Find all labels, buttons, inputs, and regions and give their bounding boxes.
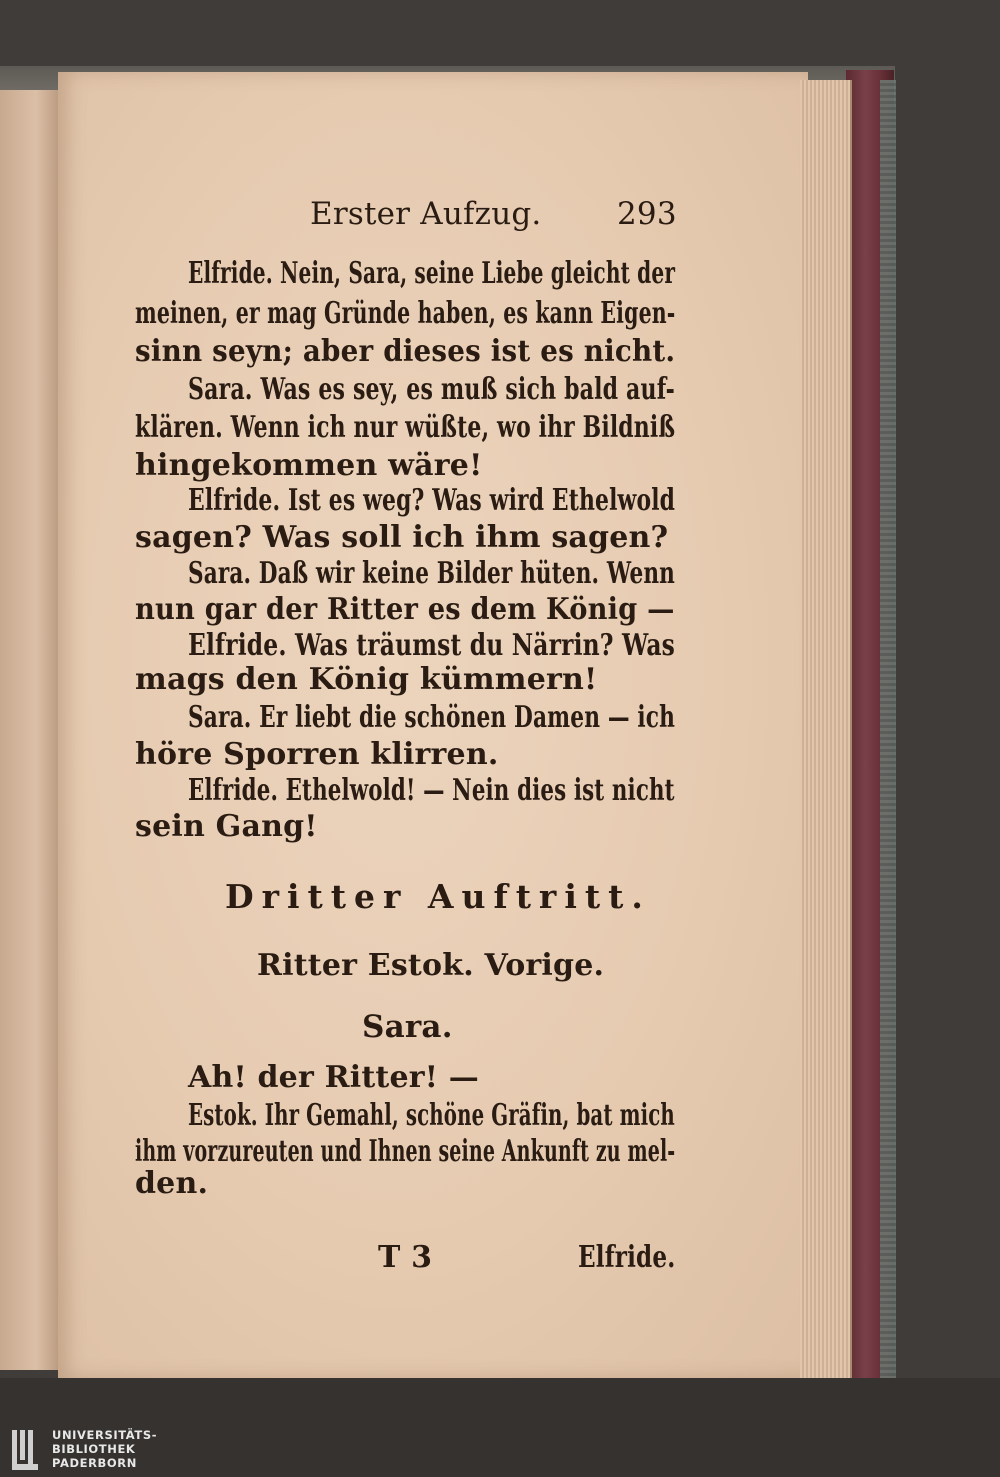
library-logo-text <box>52 1428 157 1470</box>
running-title: Erster Aufzug. <box>310 196 542 232</box>
text-line: sinn seyn; aber dieses ist es nicht. <box>135 334 676 369</box>
text-line: Elfride. Ist es weg? Was wird Ethelwold <box>188 483 676 518</box>
library-logo-mark-icon <box>12 1430 38 1470</box>
catchword: Elfride. <box>578 1240 676 1275</box>
text-line: meinen, er mag Gründe haben, es kann Eigen- <box>135 296 676 331</box>
text-line: Sara. Er liebt die schönen Damen — ich <box>188 700 676 735</box>
text-line: sein Gang! <box>135 809 318 844</box>
scene-heading: Dritter Auftritt. <box>225 877 651 916</box>
text-line: den. <box>135 1166 209 1201</box>
text-line: nun gar der Ritter es dem König — <box>135 592 675 627</box>
text-line: sagen? Was soll ich ihm sagen? <box>135 520 669 555</box>
text-line: Elfride. Ethelwold! — Nein dies ist nicht <box>188 773 675 808</box>
text-line: Elfride. Was träumst du Närrin? Was <box>188 628 676 663</box>
text-line: Sara. Daß wir keine Bilder hüten. Wenn <box>188 556 675 591</box>
page-number: 293 <box>617 196 677 232</box>
text-line: mags den König kümmern! <box>135 662 598 697</box>
text-line: Ah! der Ritter! — <box>188 1060 479 1095</box>
text-line: hingekommen wäre! <box>135 448 483 483</box>
library-logo-line: PADERBORN <box>52 1456 137 1470</box>
signature-mark: T 3 <box>378 1240 433 1275</box>
text-line: ihm vorzureuten und Ihnen seine Ankunft zu mel- <box>135 1134 676 1169</box>
text-line: Sara. Was es sey, es muß sich bald auf- <box>188 372 675 407</box>
text-line: höre Sporren klirren. <box>135 737 499 772</box>
characters-line: Ritter Estok. Vorige. <box>257 948 605 983</box>
speaker-heading: Sara. <box>362 1009 453 1045</box>
text-line: klären. Wenn ich nur wüßte, wo ihr Bildniß <box>135 410 676 445</box>
library-logo <box>12 1428 212 1472</box>
text-line: Estok. Ihr Gemahl, schöne Gräfin, bat mich <box>188 1098 675 1133</box>
library-logo-line: UNIVERSITÄTS- <box>52 1428 158 1442</box>
library-logo-line: BIBLIOTHEK <box>52 1442 136 1456</box>
text-line: Elfride. Nein, Sara, seine Liebe gleicht der <box>188 256 676 291</box>
